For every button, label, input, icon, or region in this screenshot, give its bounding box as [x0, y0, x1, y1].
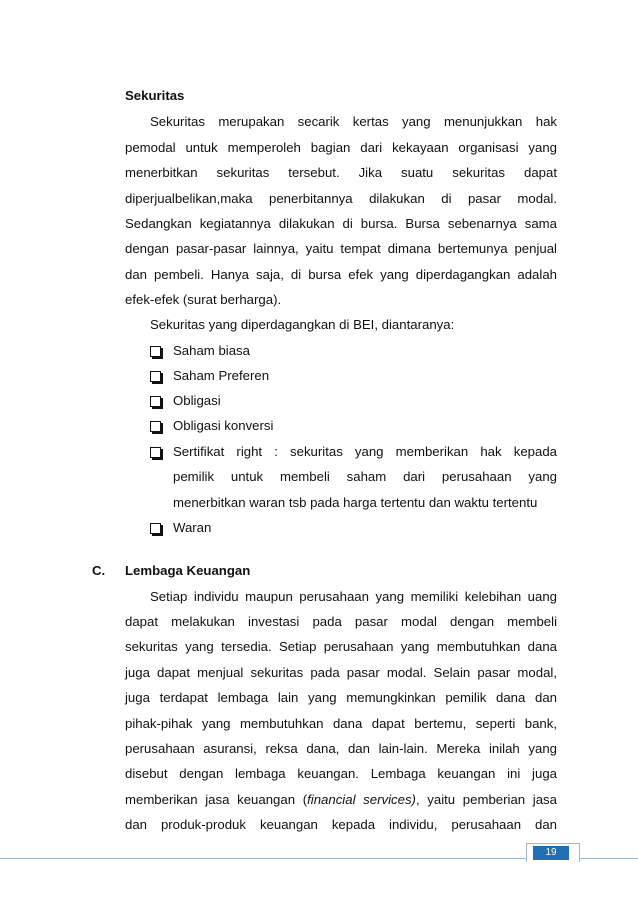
- list-item-label: Waran: [173, 520, 212, 535]
- paragraph-line: Sedangkan kegiatannya dilakukan di bursa. Bursa sebenarnya sama: [125, 216, 557, 231]
- checkbox-bullet-icon: [150, 447, 161, 458]
- list-item-label: Sertifikat right : sekuritas yang memberikan hak kepada: [173, 444, 557, 459]
- checkbox-bullet-icon: [150, 346, 161, 357]
- footer-rule-right: [577, 858, 638, 859]
- section-letter: C.: [92, 563, 106, 578]
- list-item-label: Saham biasa: [173, 343, 250, 358]
- checkbox-bullet-icon: [150, 421, 161, 432]
- paragraph-line: juga dapat menjual sekuritas pada pasar modal. Selain pasar modal,: [125, 665, 557, 680]
- paragraph-line: menerbitkan sekuritas tersebut. Jika suatu sekuritas dapat: [125, 165, 557, 180]
- footer-rule-left: [0, 858, 527, 859]
- paragraph-line: pemodal untuk memperoleh bagian dari kekayaan organisasi yang: [125, 140, 557, 155]
- list-item-label: Saham Preferen: [173, 368, 270, 383]
- list-intro: Sekuritas yang diperdagangkan di BEI, diantaranya:: [150, 317, 455, 332]
- paragraph-line: dengan pasar-pasar lainnya, yaitu tempat dimana bertemunya penjual: [125, 241, 557, 256]
- paragraph-line: Sekuritas merupakan secarik kertas yang menunjukkan hak: [150, 114, 557, 129]
- list-item-label: Obligasi: [173, 393, 221, 408]
- paragraph-line: dapat melakukan investasi pada pasar modal dengan membeli: [125, 614, 557, 629]
- paragraph-line: pihak-pihak yang membutuhkan dana dapat bertemu, seperti bank,: [125, 716, 557, 731]
- paragraph-line: disebut dengan lembaga keuangan. Lembaga keuangan ini juga: [125, 766, 557, 781]
- checkbox-bullet-icon: [150, 396, 161, 407]
- list-item-label: pemilik untuk membeli saham dari perusahaan yang: [173, 469, 557, 484]
- list-item-label: Obligasi konversi: [173, 418, 274, 433]
- checkbox-bullet-icon: [150, 371, 161, 382]
- paragraph-line: dan pembeli. Hanya saja, di bursa efek yang diperdagangkan adalah: [125, 267, 557, 282]
- text-run: memberikan jasa keuangan (: [125, 792, 308, 807]
- paragraph-line: Setiap individu maupun perusahaan yang memiliki kelebihan uang: [150, 589, 557, 604]
- paragraph-line: juga terdapat lembaga lain yang memungkinkan pemilik dana dan: [125, 690, 557, 705]
- checkbox-bullet-icon: [150, 523, 161, 534]
- paragraph-line: sekuritas yang tersedia. Setiap perusahaan yang membutuhkan dana: [125, 639, 557, 654]
- section-heading-sekuritas: Sekuritas: [125, 88, 185, 103]
- paragraph-line: [125, 792, 557, 807]
- section-heading-lembaga-keuangan: Lembaga Keuangan: [125, 563, 251, 578]
- italic-term: financial services): [307, 792, 416, 807]
- list-item-label: menerbitkan waran tsb pada harga tertentu dan waktu tertentu: [173, 495, 538, 510]
- page-number: 19: [533, 846, 569, 860]
- text-run: , yaitu pemberian jasa: [415, 792, 557, 807]
- paragraph-line: perusahaan asuransi, reksa dana, dan lain-lain. Mereka inilah yang: [125, 741, 557, 756]
- paragraph-line: efek-efek (surat berharga).: [125, 292, 282, 307]
- paragraph-line: diperjualbelikan,maka penerbitannya dilakukan di pasar modal.: [125, 191, 557, 206]
- paragraph-line: dan produk-produk keuangan kepada individu, perusahaan dan: [125, 817, 557, 832]
